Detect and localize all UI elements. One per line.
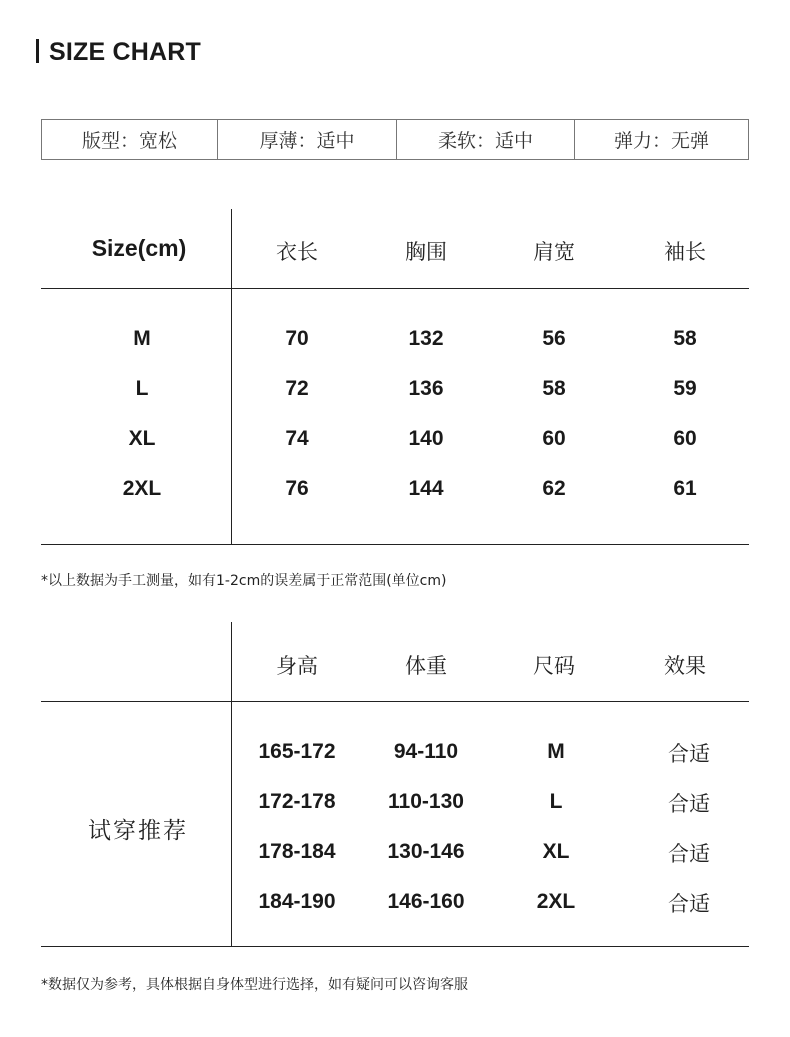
chest-cell: 144 — [408, 477, 444, 500]
chest-cell: 136 — [408, 377, 444, 400]
height-cell: 172-178 — [258, 790, 336, 813]
length-cell: 74 — [285, 427, 309, 450]
sleeve-cell: 61 — [673, 477, 697, 500]
effect-cell: 合适 — [668, 742, 710, 766]
fit-table-note: *数据仅为参考，具体根据自身体型进行选择，如有疑问可以咨询客服 — [41, 977, 468, 993]
size-cell: M — [547, 740, 565, 763]
size-table-note: *以上数据为手工测量，如有1-2cm的误差属于正常范围(单位cm) — [41, 573, 447, 589]
size-cell: L — [549, 790, 563, 813]
weight-cell: 94-110 — [393, 740, 459, 763]
shoulder-cell: 58 — [542, 377, 566, 400]
attributes-box — [41, 119, 749, 160]
fit-table-divider-vertical — [231, 622, 232, 947]
size-cell: 2XL — [536, 890, 576, 913]
effect-cell: 合适 — [668, 892, 710, 916]
weight-cell: 110-130 — [388, 790, 464, 813]
fit-table-header-effect: 效果 — [664, 654, 706, 678]
attribute-elasticity: 弹力：无弹 — [574, 120, 748, 159]
height-cell: 184-190 — [258, 890, 336, 913]
sleeve-cell: 59 — [673, 377, 697, 400]
length-cell: 70 — [285, 327, 309, 350]
fit-table-header-size: 尺码 — [533, 654, 575, 678]
shoulder-cell: 60 — [542, 427, 566, 450]
effect-cell: 合适 — [668, 842, 710, 866]
size-cell: XL — [542, 840, 570, 863]
title-bar-decoration — [36, 39, 39, 63]
effect-cell: 合适 — [668, 792, 710, 816]
fit-table-side-label: 试穿推荐 — [88, 818, 188, 844]
length-cell: 72 — [285, 377, 309, 400]
sleeve-cell: 58 — [673, 327, 697, 350]
size-cell: L — [135, 377, 149, 400]
size-table-header-chest: 胸围 — [405, 240, 447, 264]
weight-cell: 130-146 — [387, 840, 465, 863]
size-table-header-size: Size(cm) — [91, 235, 187, 261]
weight-cell: 146-160 — [387, 890, 465, 913]
sleeve-cell: 60 — [673, 427, 697, 450]
page-title — [36, 38, 201, 67]
chest-cell: 140 — [408, 427, 444, 450]
height-cell: 165-172 — [258, 740, 336, 763]
attribute-thickness: 厚薄：适中 — [217, 120, 396, 159]
attribute-softness: 柔软：适中 — [396, 120, 574, 159]
fit-table-header-weight: 体重 — [405, 654, 447, 678]
length-cell: 76 — [285, 477, 309, 500]
size-table-bottom-line — [41, 544, 749, 545]
size-cell: XL — [128, 427, 156, 450]
height-cell: 178-184 — [258, 840, 336, 863]
size-cell: 2XL — [122, 477, 162, 500]
size-table-header-length: 衣长 — [276, 240, 318, 264]
chest-cell: 132 — [408, 327, 444, 350]
page-title-text: SIZE CHART — [49, 38, 201, 66]
fit-table-header-line — [41, 701, 749, 702]
attribute-fit: 版型：宽松 — [81, 130, 177, 152]
fit-table-header-height: 身高 — [276, 654, 318, 678]
size-table-header-sleeve: 袖长 — [664, 240, 706, 264]
size-cell: M — [133, 327, 151, 350]
size-table-header-shoulder: 肩宽 — [533, 240, 575, 264]
fit-table-bottom-line — [41, 946, 749, 947]
size-table-divider-vertical — [231, 209, 232, 544]
shoulder-cell: 56 — [542, 327, 566, 350]
size-table-header-line — [41, 288, 749, 289]
shoulder-cell: 62 — [542, 477, 566, 500]
